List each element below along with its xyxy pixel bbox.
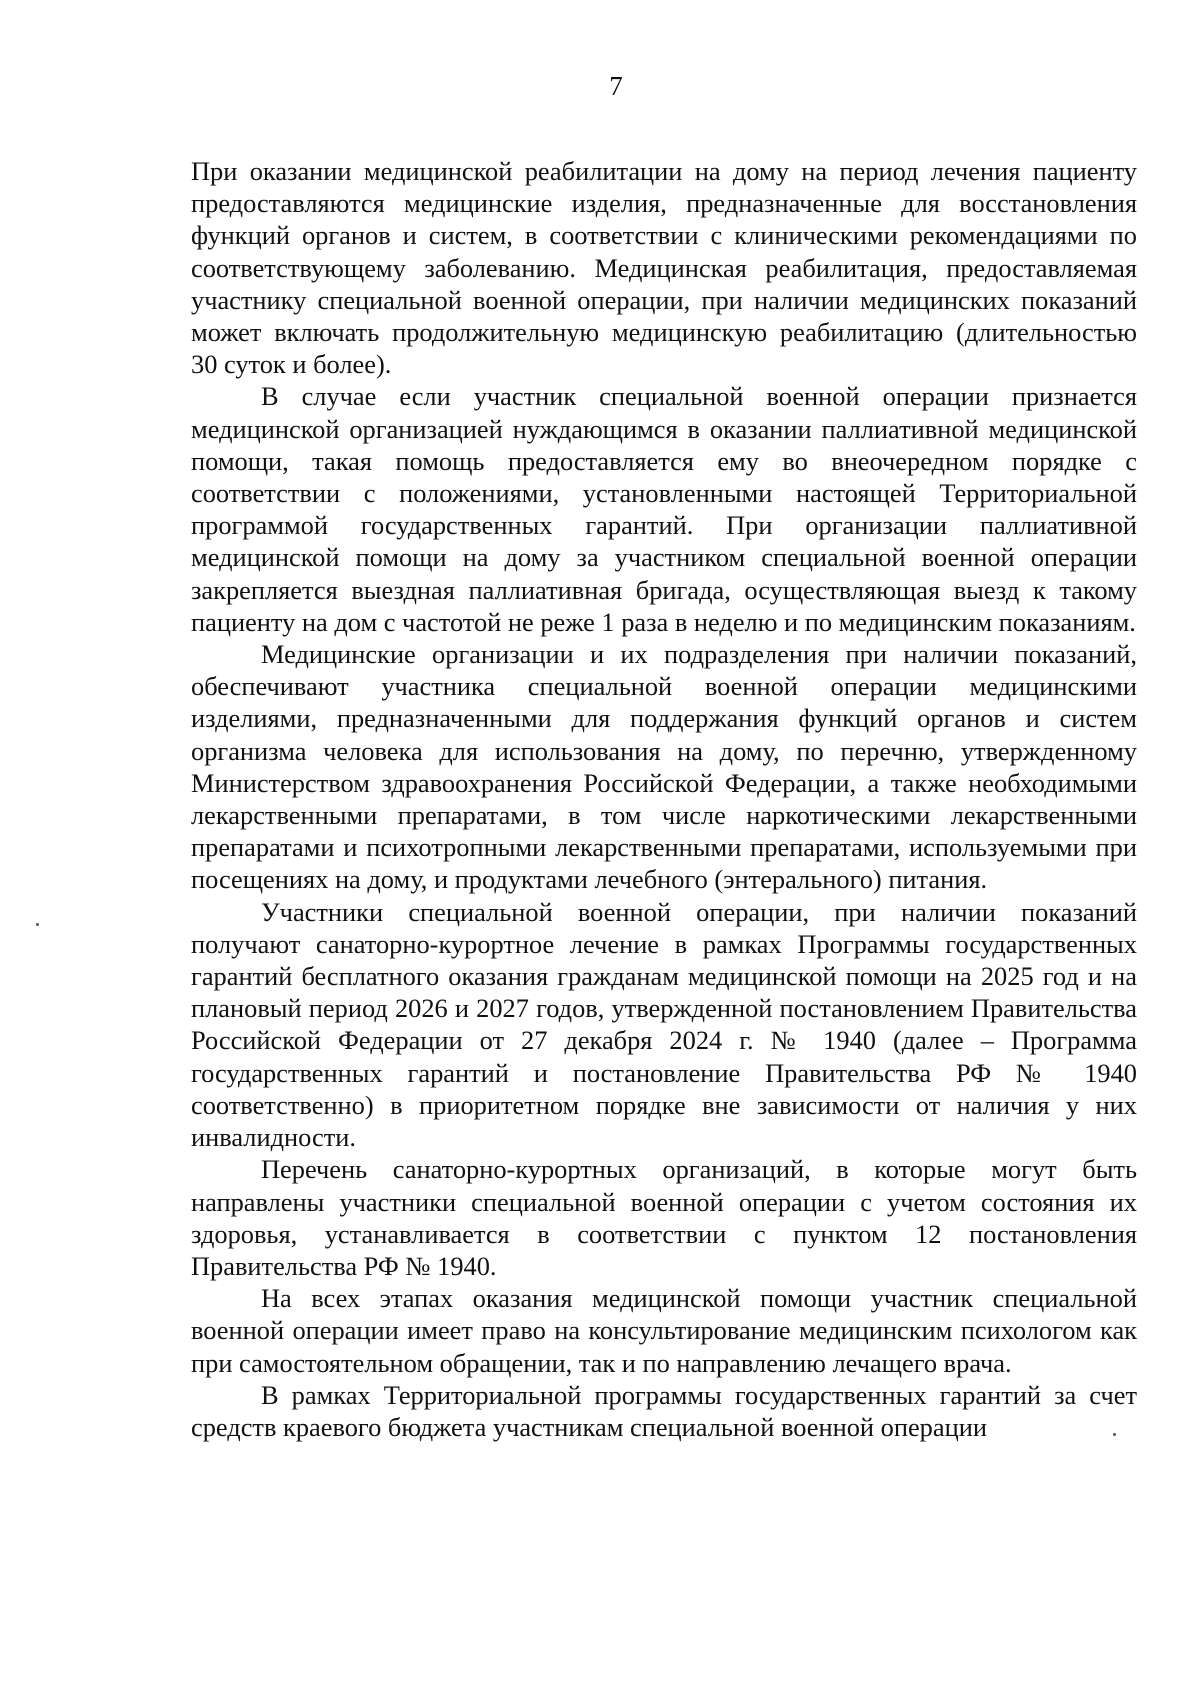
document-body — [191, 155, 1137, 1443]
paragraph-4: Участники специальной военной операции, при наличии показаний получают санаторно-курортное лечение в рамках Программы государственных гарантий бесплатного оказания гражданам медицинской помощи на 2025 год и на плановый период 2026 и 2027 годов, утвержденной постановлением Правительства Российской Федерации от 27 декабря 2024 г. № 1940 (далее – Программа государственных гарантий и постановление Правительства РФ № 1940 соответственно) в приоритетном порядке вне зависимости от наличия у них инвалидности. — [191, 896, 1137, 1153]
page-number: 7 — [609, 71, 623, 101]
paragraph-6: На всех этапах оказания медицинской помощи участник специальной военной операции имеет право на консультирование медицинским психологом как при самостоятельном обращении, так и по направлению лечащего врача. — [191, 1283, 1137, 1378]
paragraph-2: В случае если участник специальной военной операции признается медицинской организацией нуждающимся в оказании паллиативной медицинской помощи, такая помощь предоставляется ему во внеочередном порядке с соответствии с положениями, установленными настоящей Территориальной программой государственных гарантий. При организации паллиативной медицинской помощи на дому за участником специальной военной операции закрепляется выездная паллиативная бригада, осуществляющая выезд к такому пациенту на дом с частотой не реже 1 раза в неделю и по медицинским показаниям. — [191, 381, 1137, 637]
paragraph-3: Медицинские организации и их подразделения при наличии показаний, обеспечивают участника специальной военной операции медицинскими изделиями, предназначенными для поддержания функций органов и систем организма человека для использования на дому, по перечню, утвержденному Министерством здравоохранения Российской Федерации, а также необходимыми лекарственными препаратами, в том числе наркотическими лекарственными препаратами и психотропными лекарственными препаратами, используемыми при посещениях на дому, и продуктами лечебного (энтерального) питания. — [191, 639, 1137, 895]
scan-speck — [36, 923, 39, 926]
paragraph-5: Перечень санаторно-курортных организаций, в которые могут быть направлены участники специальной военной операции с учетом состояния их здоровья, устанавливается в соответствии с пунктом 12 постановления Правительства РФ № 1940. — [191, 1154, 1137, 1281]
paragraph-1: При оказании медицинской реабилитации на дому на период лечения пациенту предоставляются медицинские изделия, предназначенные для восстановления функций органов и систем, в соответствии с клиническими рекомендациями по соответствующему заболеванию. Медицинская реабилитация, предоставляемая участнику специальной военной операции, при наличии медицинских показаний может включать продолжительную медицинскую реабилитацию (длительностью 30 суток и более). — [191, 156, 1137, 380]
scan-speck — [1113, 1433, 1116, 1436]
paragraph-7: В рамках Территориальной программы государственных гарантий за счет средств краевого бюджета участникам специальной военной операции — [191, 1379, 1137, 1442]
